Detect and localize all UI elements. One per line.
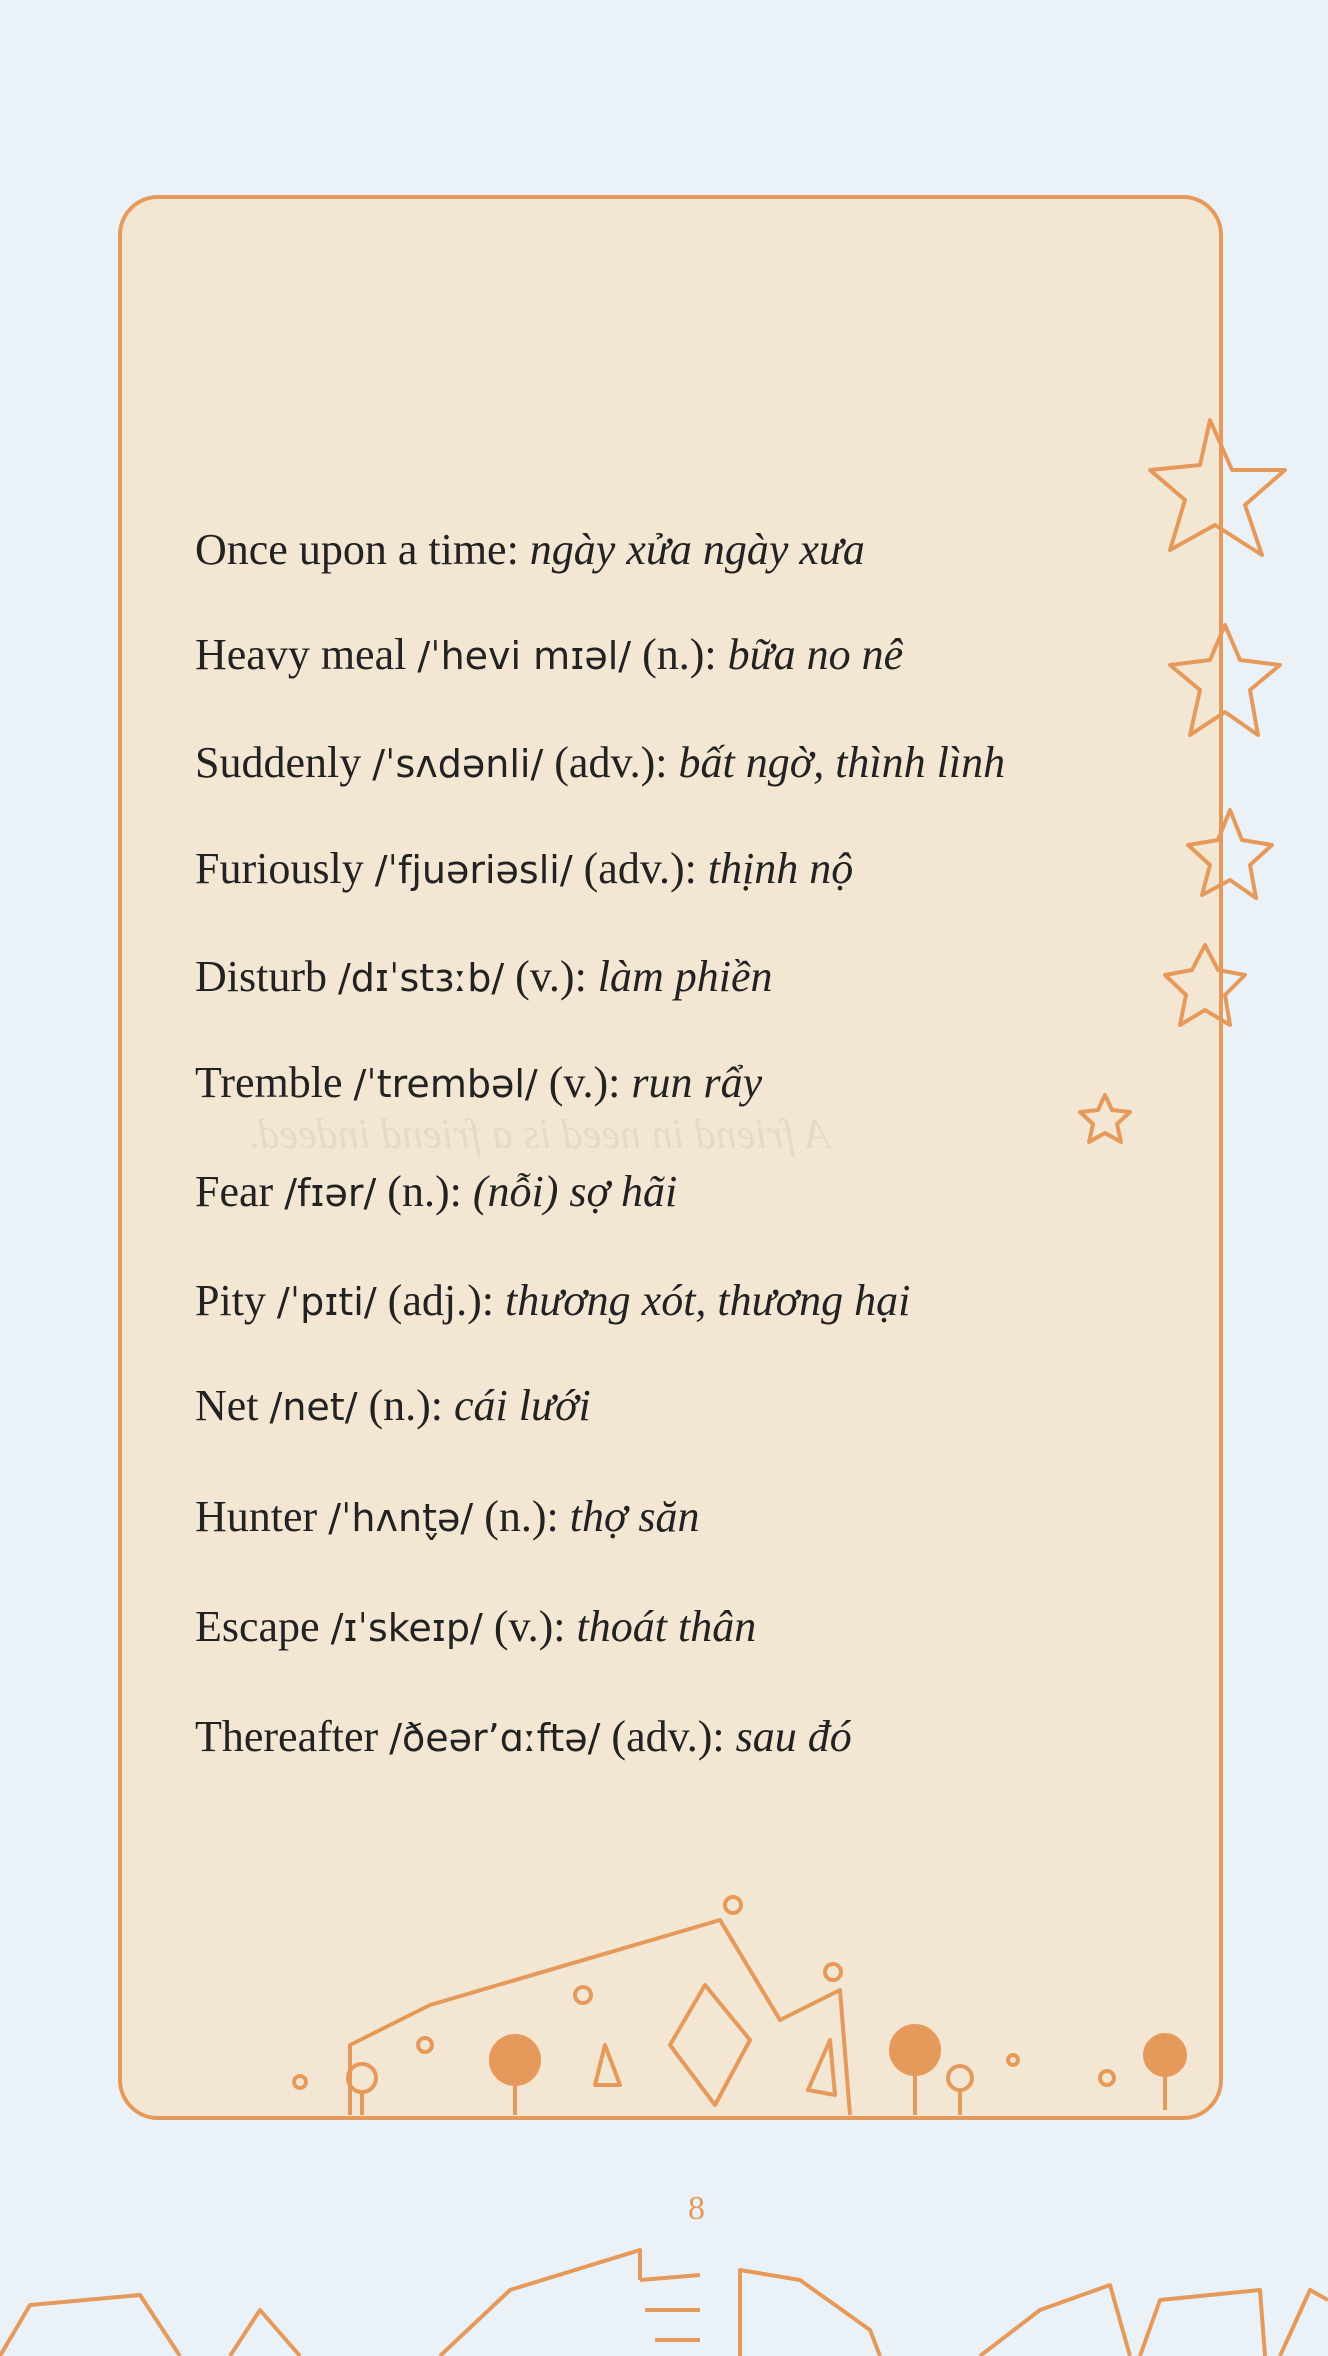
crown-doodle — [294, 1897, 1185, 2115]
vocab-ipa: /ˈtrembəl/ — [353, 1062, 538, 1106]
vocab-meaning: làm phiền — [597, 952, 773, 1001]
vocab-ipa: /net/ — [269, 1385, 358, 1429]
bottom-hands-doodle — [0, 2250, 1328, 2356]
vocab-word: Tremble — [195, 1058, 343, 1107]
vocab-pos: (adv.): — [583, 844, 697, 893]
vocab-pos: (v.): — [515, 952, 587, 1001]
vocab-meaning: cái lưới — [454, 1381, 591, 1430]
vocab-word: Furiously — [195, 844, 364, 893]
vocab-ipa: /ˈfjuəriəsli/ — [374, 848, 573, 892]
bleed-through-text: A friend in need is a friend indeed. — [248, 1112, 831, 1158]
vocab-ipa: /fɪər/ — [284, 1171, 377, 1215]
star-icon — [1170, 625, 1280, 735]
star-icon — [1080, 1095, 1130, 1142]
vocab-word: Pity — [195, 1276, 266, 1325]
vocab-meaning: thương xót, thương hại — [504, 1276, 911, 1325]
vocab-word: Heavy meal — [195, 630, 407, 679]
vocab-meaning: thợ săn — [569, 1492, 700, 1541]
vocab-word: Once upon a time: — [195, 525, 519, 574]
vocab-meaning: ngày xửa ngày xưa — [529, 525, 865, 574]
vocab-word: Hunter — [195, 1492, 318, 1541]
vocab-pos: (v.): — [548, 1058, 621, 1107]
vocab-pos: (adv.): — [554, 738, 668, 787]
vocab-word: Fear — [195, 1167, 274, 1216]
vocab-word: Net — [195, 1381, 259, 1430]
vocab-meaning: sau đó — [735, 1712, 852, 1761]
page-number: 8 — [688, 2190, 705, 2227]
vocab-word: Thereafter — [195, 1712, 379, 1761]
vocab-meaning: (nỗi) sợ hãi — [472, 1167, 678, 1216]
vocab-ipa: /ˈhevi mɪəl/ — [417, 634, 632, 678]
vocab-pos: (adv.): — [611, 1712, 725, 1761]
vocab-meaning: thoát thân — [576, 1602, 757, 1651]
vocab-meaning: run rẩy — [631, 1058, 763, 1107]
vocab-pos: (adj.): — [387, 1276, 494, 1325]
vocab-word: Disturb — [195, 952, 327, 1001]
vocab-pos: (n.): — [387, 1167, 462, 1216]
vocab-pos: (n.): — [642, 630, 717, 679]
vocab-meaning: bữa no nê — [727, 630, 904, 679]
vocab-ipa: /ˈpɪti/ — [276, 1280, 377, 1324]
star-icon — [1150, 420, 1285, 555]
star-icon — [1188, 810, 1272, 898]
vocab-ipa: /ˈsʌdənli/ — [372, 742, 544, 786]
vocab-meaning: thịnh nộ — [707, 844, 854, 893]
vocab-ipa: /ðeər’ɑːftə/ — [389, 1716, 601, 1760]
vocab-ipa: /dɪˈstɜːb/ — [338, 956, 505, 1000]
vocab-pos: (v.): — [493, 1602, 566, 1651]
vocab-pos: (n.): — [484, 1492, 559, 1541]
star-icon — [1165, 945, 1245, 1025]
vocab-word: Suddenly — [195, 738, 362, 787]
vocab-meaning: bất ngờ, thình lình — [678, 738, 1006, 787]
vocab-word: Escape — [195, 1602, 320, 1651]
vocab-ipa: /ˈhʌnt̬ə/ — [328, 1496, 474, 1540]
vocab-pos: (n.): — [368, 1381, 444, 1430]
vocab-ipa: /ɪˈskeɪp/ — [330, 1606, 483, 1650]
